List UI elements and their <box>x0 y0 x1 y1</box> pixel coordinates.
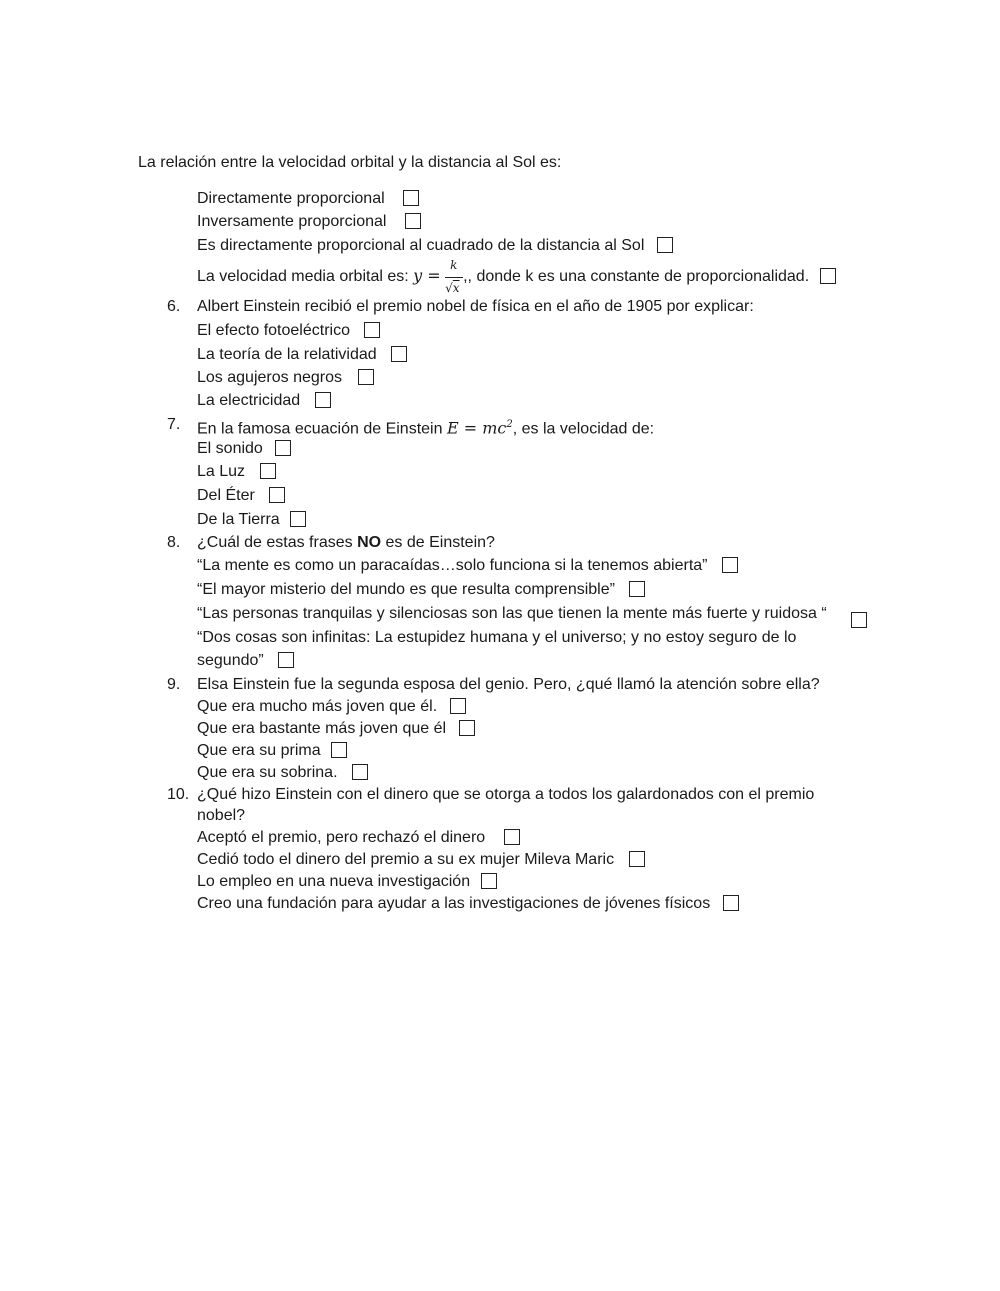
option-label: segundo” <box>197 652 264 669</box>
option-label: Directamente proporcional <box>197 190 385 207</box>
checkbox[interactable] <box>331 742 347 758</box>
option-label: La Luz <box>197 463 246 480</box>
question-text: ¿Qué hizo Einstein con el dinero que se otorga a todos los galardonados con el premio <box>197 786 815 803</box>
checkbox[interactable] <box>278 652 294 668</box>
q8-option-3-checkbox[interactable] <box>851 612 867 628</box>
checkbox[interactable] <box>657 237 673 253</box>
question-suffix: es de Einstein? <box>381 534 495 551</box>
checkbox[interactable] <box>269 487 285 503</box>
q6-option-4 <box>197 391 331 411</box>
radicand: x <box>452 280 460 295</box>
option-label: El efecto fotoeléctrico <box>197 322 350 339</box>
question-text <box>197 533 495 553</box>
option-label: Que era su prima <box>197 742 321 759</box>
question-text: Elsa Einstein fue la segunda esposa del genio. Pero, ¿qué llamó la atención sobre ella? <box>197 676 820 693</box>
option-label: El sonido <box>197 440 263 457</box>
question-number: 10. <box>167 786 190 803</box>
q8-option-1 <box>197 556 738 576</box>
q6-option-3 <box>197 368 374 388</box>
option-label: Los agujeros negros <box>197 369 342 386</box>
q5-option-3 <box>197 236 673 256</box>
checkbox[interactable] <box>315 392 331 408</box>
option-label: Que era bastante más joven que él <box>197 720 447 737</box>
option-label-prefix: La velocidad media orbital es: <box>197 268 414 285</box>
option-label: Es directamente proporcional al cuadrado de la distancia al Sol <box>197 237 645 254</box>
option-label: “El mayor misterio del mundo es que resulta comprensible” <box>197 581 615 598</box>
question-number: 8. <box>167 534 181 551</box>
checkbox[interactable] <box>260 463 276 479</box>
option-label: De la Tierra <box>197 511 280 528</box>
option-label: Cedió todo el dinero del premio a su ex mujer Mileva Maric <box>197 851 615 868</box>
option-label: “Las personas tranquilas y silenciosas son las que tienen la mente más fuerte y ruidosa “ <box>197 605 827 622</box>
question-suffix: , es la velocidad de: <box>512 420 655 438</box>
checkbox[interactable] <box>358 369 374 385</box>
q7-option-4 <box>197 510 306 530</box>
formula-denominator: √x <box>445 280 460 295</box>
option-label: Que era su sobrina. <box>197 764 338 781</box>
checkbox[interactable] <box>352 764 368 780</box>
option-label: Aceptó el premio, pero rechazó el dinero <box>197 829 486 846</box>
checkbox[interactable] <box>391 346 407 362</box>
option-label: La electricidad <box>197 392 301 409</box>
question-5-text: La relación entre la velocidad orbital y la distancia al Sol es: <box>138 154 562 171</box>
option-label: Que era mucho más joven que él. <box>197 698 438 715</box>
option-label: “Dos cosas son infinitas: La estupidez humana y el universo; y no estoy seguro de lo <box>197 629 797 646</box>
question-text: Albert Einstein recibió el premio nobel de física en el año de 1905 por explicar: <box>197 298 754 315</box>
question-number: 7. <box>167 416 181 433</box>
checkbox[interactable] <box>481 873 497 889</box>
q9-option-1 <box>197 697 466 717</box>
checkbox[interactable] <box>403 190 419 206</box>
checkbox[interactable] <box>364 322 380 338</box>
checkbox[interactable] <box>820 268 836 284</box>
q6-option-2 <box>197 345 407 365</box>
option-label: Del Éter <box>197 487 255 504</box>
q10-option-2 <box>197 850 645 870</box>
q5-option-1 <box>197 189 419 209</box>
checkbox[interactable] <box>504 829 520 845</box>
checkbox[interactable] <box>450 698 466 714</box>
option-label: La teoría de la relatividad <box>197 346 377 363</box>
q8-option-4 <box>197 628 796 648</box>
formula-lhs: y = <box>413 266 441 285</box>
q10-option-1 <box>197 828 520 848</box>
formula-exponent: 2 <box>506 419 513 430</box>
q5-option-4 <box>197 257 836 295</box>
formula-numerator: k <box>450 257 458 272</box>
q9-option-4 <box>197 763 368 783</box>
checkbox[interactable] <box>290 511 306 527</box>
option-label: “La mente es como un paracaídas…solo funciona si la tenemos abierta” <box>197 557 708 574</box>
formula-fraction <box>445 257 463 295</box>
checkbox[interactable] <box>723 895 739 911</box>
checkbox[interactable] <box>629 851 645 867</box>
checkbox[interactable] <box>722 557 738 573</box>
q9-option-3 <box>197 741 347 761</box>
checkbox[interactable] <box>405 213 421 229</box>
q7-option-2 <box>197 462 276 482</box>
question-prefix: En la famosa ecuación de Einstein <box>197 420 447 438</box>
q6-option-1 <box>197 321 380 341</box>
question-prefix: ¿Cuál de estas frases <box>197 534 358 551</box>
q10-option-3 <box>197 872 497 892</box>
q9-option-2 <box>197 719 475 739</box>
option-label: Inversamente proporcional <box>197 213 387 230</box>
checkbox[interactable] <box>629 581 645 597</box>
option-label-suffix: ,, donde k es una constante de proporcionalidad. <box>463 268 810 285</box>
checkbox[interactable] <box>275 440 291 456</box>
option-label: Lo empleo en una nueva investigación <box>197 873 471 890</box>
q7-option-3 <box>197 486 285 506</box>
question-bold: NO <box>357 534 382 551</box>
q8-option-2 <box>197 580 645 600</box>
q5-option-2 <box>197 212 421 232</box>
checkbox[interactable] <box>459 720 475 736</box>
question-number: 6. <box>167 298 181 315</box>
option-label: Creo una fundación para ayudar a las investigaciones de jóvenes físicos <box>197 895 711 912</box>
q10-option-4 <box>197 894 739 914</box>
q8-option-3 <box>197 604 827 624</box>
einstein-formula: E = mc <box>446 418 507 438</box>
question-10-line2: nobel? <box>197 807 246 824</box>
question-text <box>197 415 654 439</box>
q8-option-4-line2 <box>197 651 294 671</box>
question-number: 9. <box>167 676 181 693</box>
q7-option-1 <box>197 439 291 459</box>
